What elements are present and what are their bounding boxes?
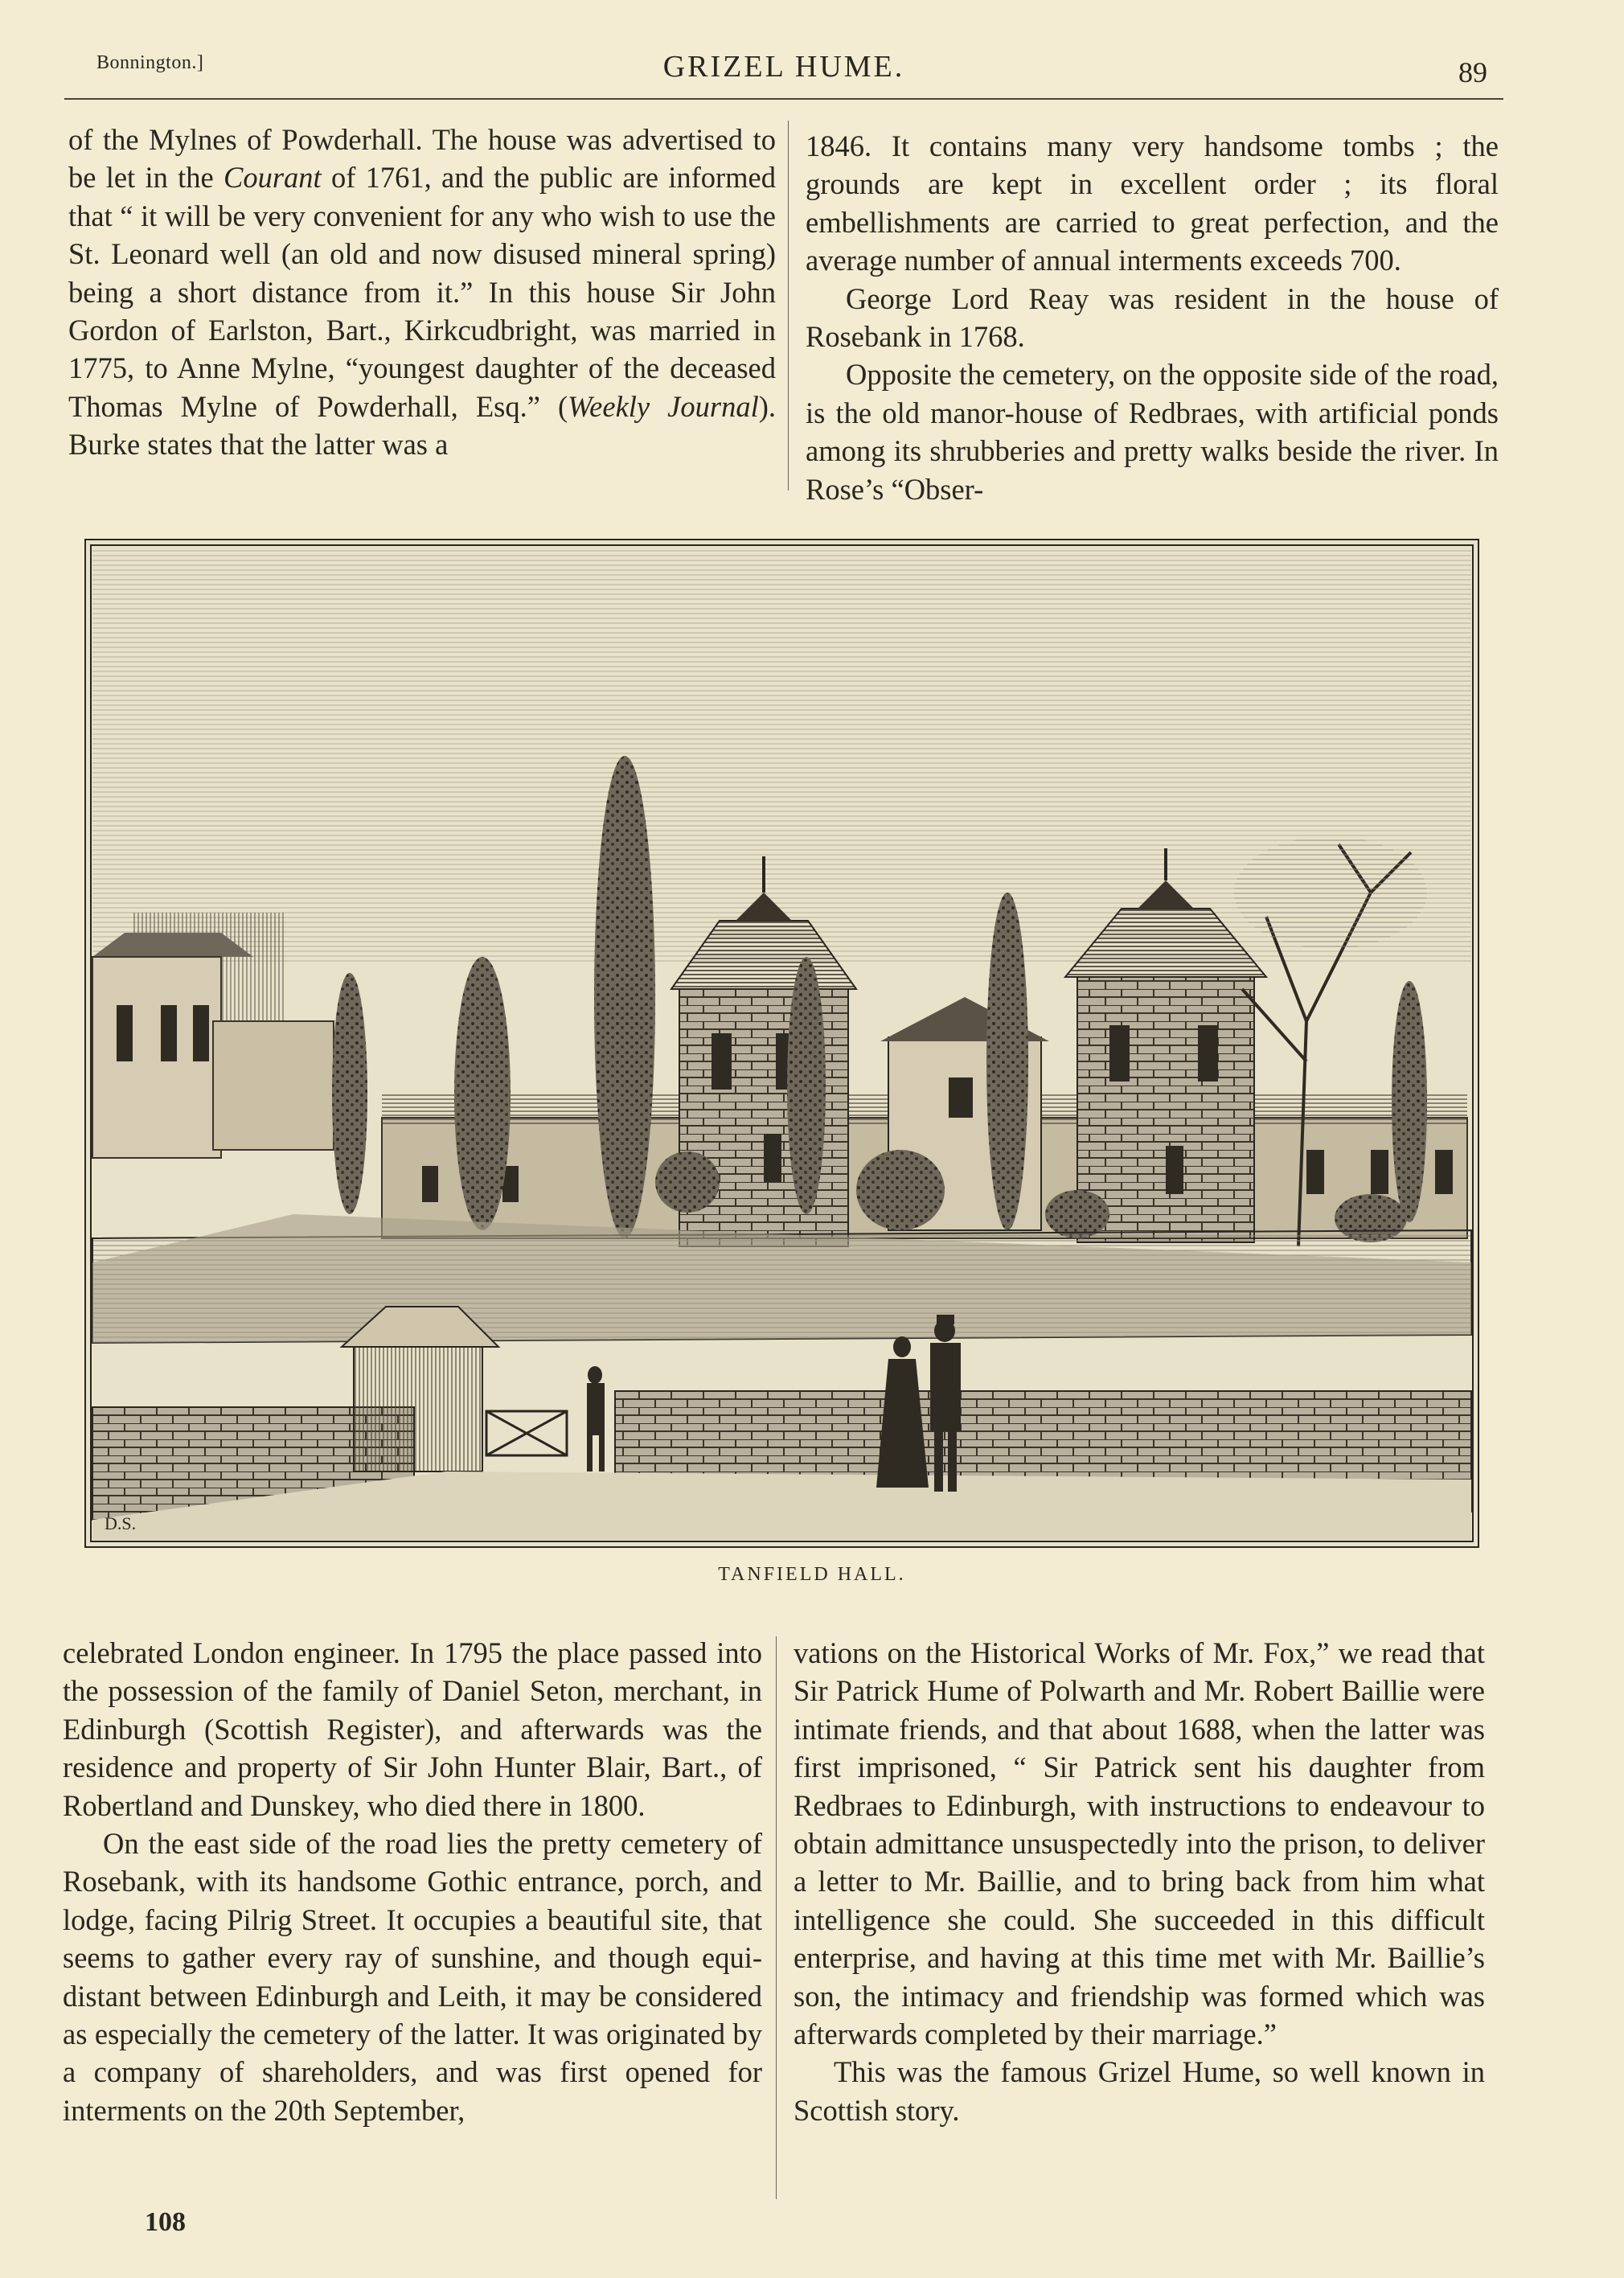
italic-title: Weekly Journal bbox=[568, 389, 759, 423]
top-left-column bbox=[68, 121, 776, 464]
italic-title: Courant bbox=[224, 161, 322, 195]
running-head-section: Bonnington.] bbox=[96, 52, 204, 73]
text-line: of the Mylnes of Powderhall. The house was bbox=[68, 123, 613, 156]
text-line: old and now disused mineral spring) being a short bbox=[68, 237, 776, 309]
text-line: public are informed that “ it will be very convenient bbox=[68, 161, 777, 232]
running-head bbox=[64, 44, 1503, 101]
header-rule bbox=[64, 98, 1503, 100]
lodge bbox=[342, 1307, 498, 1471]
text-line: of Earlston, Bart., Kirkcudbright, was married in bbox=[170, 314, 776, 347]
text-line: deceased Thomas Mylne of Powderhall, Esq.” bbox=[68, 351, 777, 423]
text-line: ( bbox=[557, 389, 568, 423]
paragraph: 1846. It contains many very handsome tombs ; the grounds are kept in excellent order ; its floral embellishments are carried to great perfection, and the average number of annual interments exceeds 700. bbox=[806, 129, 1499, 277]
text-line: ). Burke states that the latter was a bbox=[68, 389, 776, 462]
engraving-illustration bbox=[84, 539, 1479, 1548]
text-line: of 1761, and the bbox=[321, 161, 530, 195]
paragraph: This was the famous Grizel Hume, so well known in Scottish story. bbox=[794, 2055, 1485, 2127]
column-divider bbox=[788, 121, 789, 490]
figure-caption: TANFIELD HALL. bbox=[718, 1564, 906, 1585]
folio-number: 108 bbox=[145, 2207, 186, 2237]
top-right-column bbox=[806, 127, 1499, 508]
engraving-tanfield-hall bbox=[84, 539, 1479, 1548]
paragraph: Opposite the cemetery, on the opposite side of the road, is the old manor-house of Redbraes, with artificial ponds among its shrubberies and pretty walks beside the river. In Rose’s “Obser- bbox=[806, 358, 1499, 506]
column-divider bbox=[776, 1636, 777, 2199]
paragraph: celebrated London engineer. In 1795 the place passed into the possession of the family of Daniel Seton, merchant, in Edinburgh (Scottish Register), and afterwards was the residence and property of Sir John Hunter Blair, Bart., of Robertland and Dunskey, who died there in 1800. bbox=[63, 1636, 762, 1822]
text-line: 1775, to Anne Mylne, “youngest daughter of the bbox=[68, 351, 660, 385]
paragraph: vations on the Historical Works of Mr. Fox,” we read that Sir Patrick Hume of Polwarth and Mr. Robert Baillie were intimate friends, and that about 1688, when the latter was first imprisoned, “ Sir Patrick sent his daughter from Redbraes to Edinburgh, with instructions to endeavour to obtain admittance unsuspectedly into the prison, to deliver a letter to Mr. Baillie, and to bring back from him what intelligence she could. She succeeded in this difficult enterprise, and having at this time met with Mr. Baillie’s son, the intimacy and friendship was formed which was afterwards completed by their marriage.” bbox=[794, 1636, 1485, 2051]
text-line: for any who wish to use the St. Leonard well (an bbox=[68, 199, 776, 271]
page-number: 89 bbox=[1458, 56, 1487, 88]
paragraph bbox=[68, 121, 776, 464]
bottom-right-column bbox=[794, 1634, 1485, 2129]
paragraph: On the east side of the road lies the pretty cemetery of Rosebank, with its handsome Gothic entrance, porch, and lodge, facing Pilrig Street. It occupies a beautiful site, that seems to gather every ray of sunshine, and though equi-distant between Edinburgh and Leith, it may be considered as especially the cemetery of the latter. It was originated by a company of shareholders, and was first opened for interments on the 20th September, bbox=[63, 1827, 762, 2127]
text-line: advertised to be let in the bbox=[68, 123, 776, 195]
text-line: distance from it.” In this house Sir John Gordon bbox=[68, 275, 777, 347]
running-head-title: GRIZEL HUME. bbox=[662, 50, 905, 84]
bottom-left-column bbox=[63, 1634, 762, 2129]
engraver-signature: D.S. bbox=[105, 1513, 137, 1533]
paragraph: George Lord Reay was resident in the house of Rosebank in 1768. bbox=[806, 281, 1499, 354]
